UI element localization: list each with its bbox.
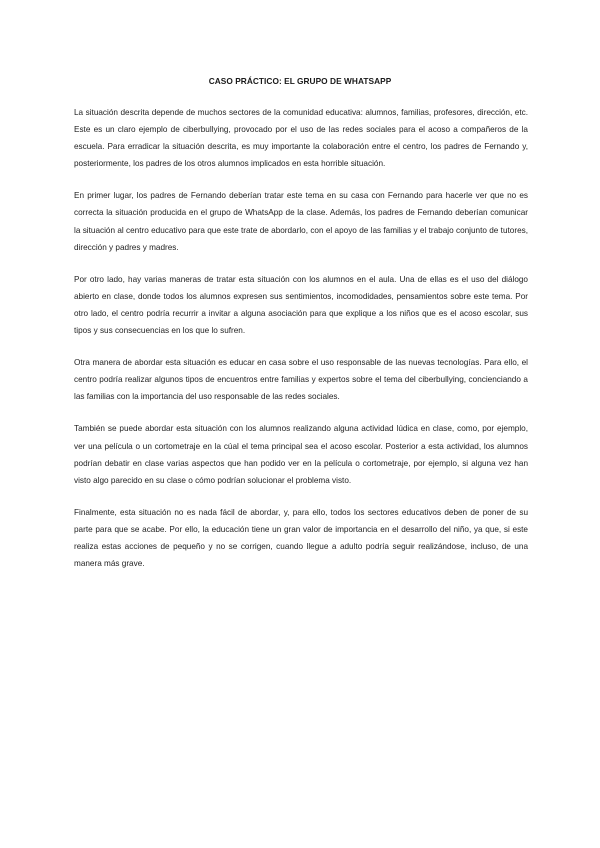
paragraph-5: También se puede abordar esta situación con los alumnos realizando alguna actividad lúdica en clase, como, por ejemplo, ver una película o un cortometraje en la cúal el tema principal sea el acoso escolar. Posterior a esta actividad, los alumnos podrían debatir en clase varias aspectos que han podido ver en la película o cortometraje, por ejemplo, si alguna vez han visto algo parecido en su clase o cómo podrían solucionar el problema visto. xyxy=(74,424,528,485)
paragraph-4: Otra manera de abordar esta situación es educar en casa sobre el uso responsable de las nuevas tecnologías. Para ello, el centro podría realizar algunos tipos de encuentros entre familias y expertos sobre el tema del ciberbullying, concienciando a las familias con la importancia del uso responsable de las redes sociales. xyxy=(74,358,528,402)
paragraph-3: Por otro lado, hay varias maneras de tratar esta situación con los alumnos en el aula. Una de ellas es el uso del diálogo abierto en clase, donde todos los alumnos expresen sus sentimientos, incomodidades, pensamientos sobre este tema. Por otro lado, el centro podría recurrir a invitar a alguna asociación para que explique a los niños que es el acoso escolar, sus tipos y sus consecuencias en los que lo sufren. xyxy=(74,274,528,336)
document-body xyxy=(74,104,528,587)
paragraph-1: La situación descrita depende de muchos sectores de la comunidad educativa: alumnos, familias, profesores, dirección, etc. Este es un claro ejemplo de ciberbullying, provocado por el uso de las redes sociales para el acoso a compañeros de la escuela. Para erradicar la situación descrita, es muy importante la colaboración entre el centro, los padres de Fernando y, posteriormente, los padres de los otros alumnos implicados en esta horrible situación. xyxy=(74,108,528,169)
document-title: CASO PRÁCTICO: EL GRUPO DE WHATSAPP xyxy=(208,76,392,86)
paragraph-2: En primer lugar, los padres de Fernando deberían tratar este tema en su casa con Fernando para hacerle ver que no es correcta la situación producida en el grupo de WhatsApp de la clase. Además, los padres de Fernando deberían comunicar la situación al centro educativo para que este trate de abordarlo, con el apoyo de las familias y el trabajo conjunto de tutores, dirección y padres y madres. xyxy=(74,191,528,252)
paragraph-6: Finalmente, esta situación no es nada fácil de abordar, y, para ello, todos los sectores educativos deben de poner de su parte para que se acabe. Por ello, la educación tiene un gran valor de importancia en el desarrollo del niño, ya que, si este realiza estas acciones de pequeño y no se corrigen, cuando llegue a adulto podría seguir realizándose, incluso, de una manera más grave. xyxy=(74,507,528,569)
